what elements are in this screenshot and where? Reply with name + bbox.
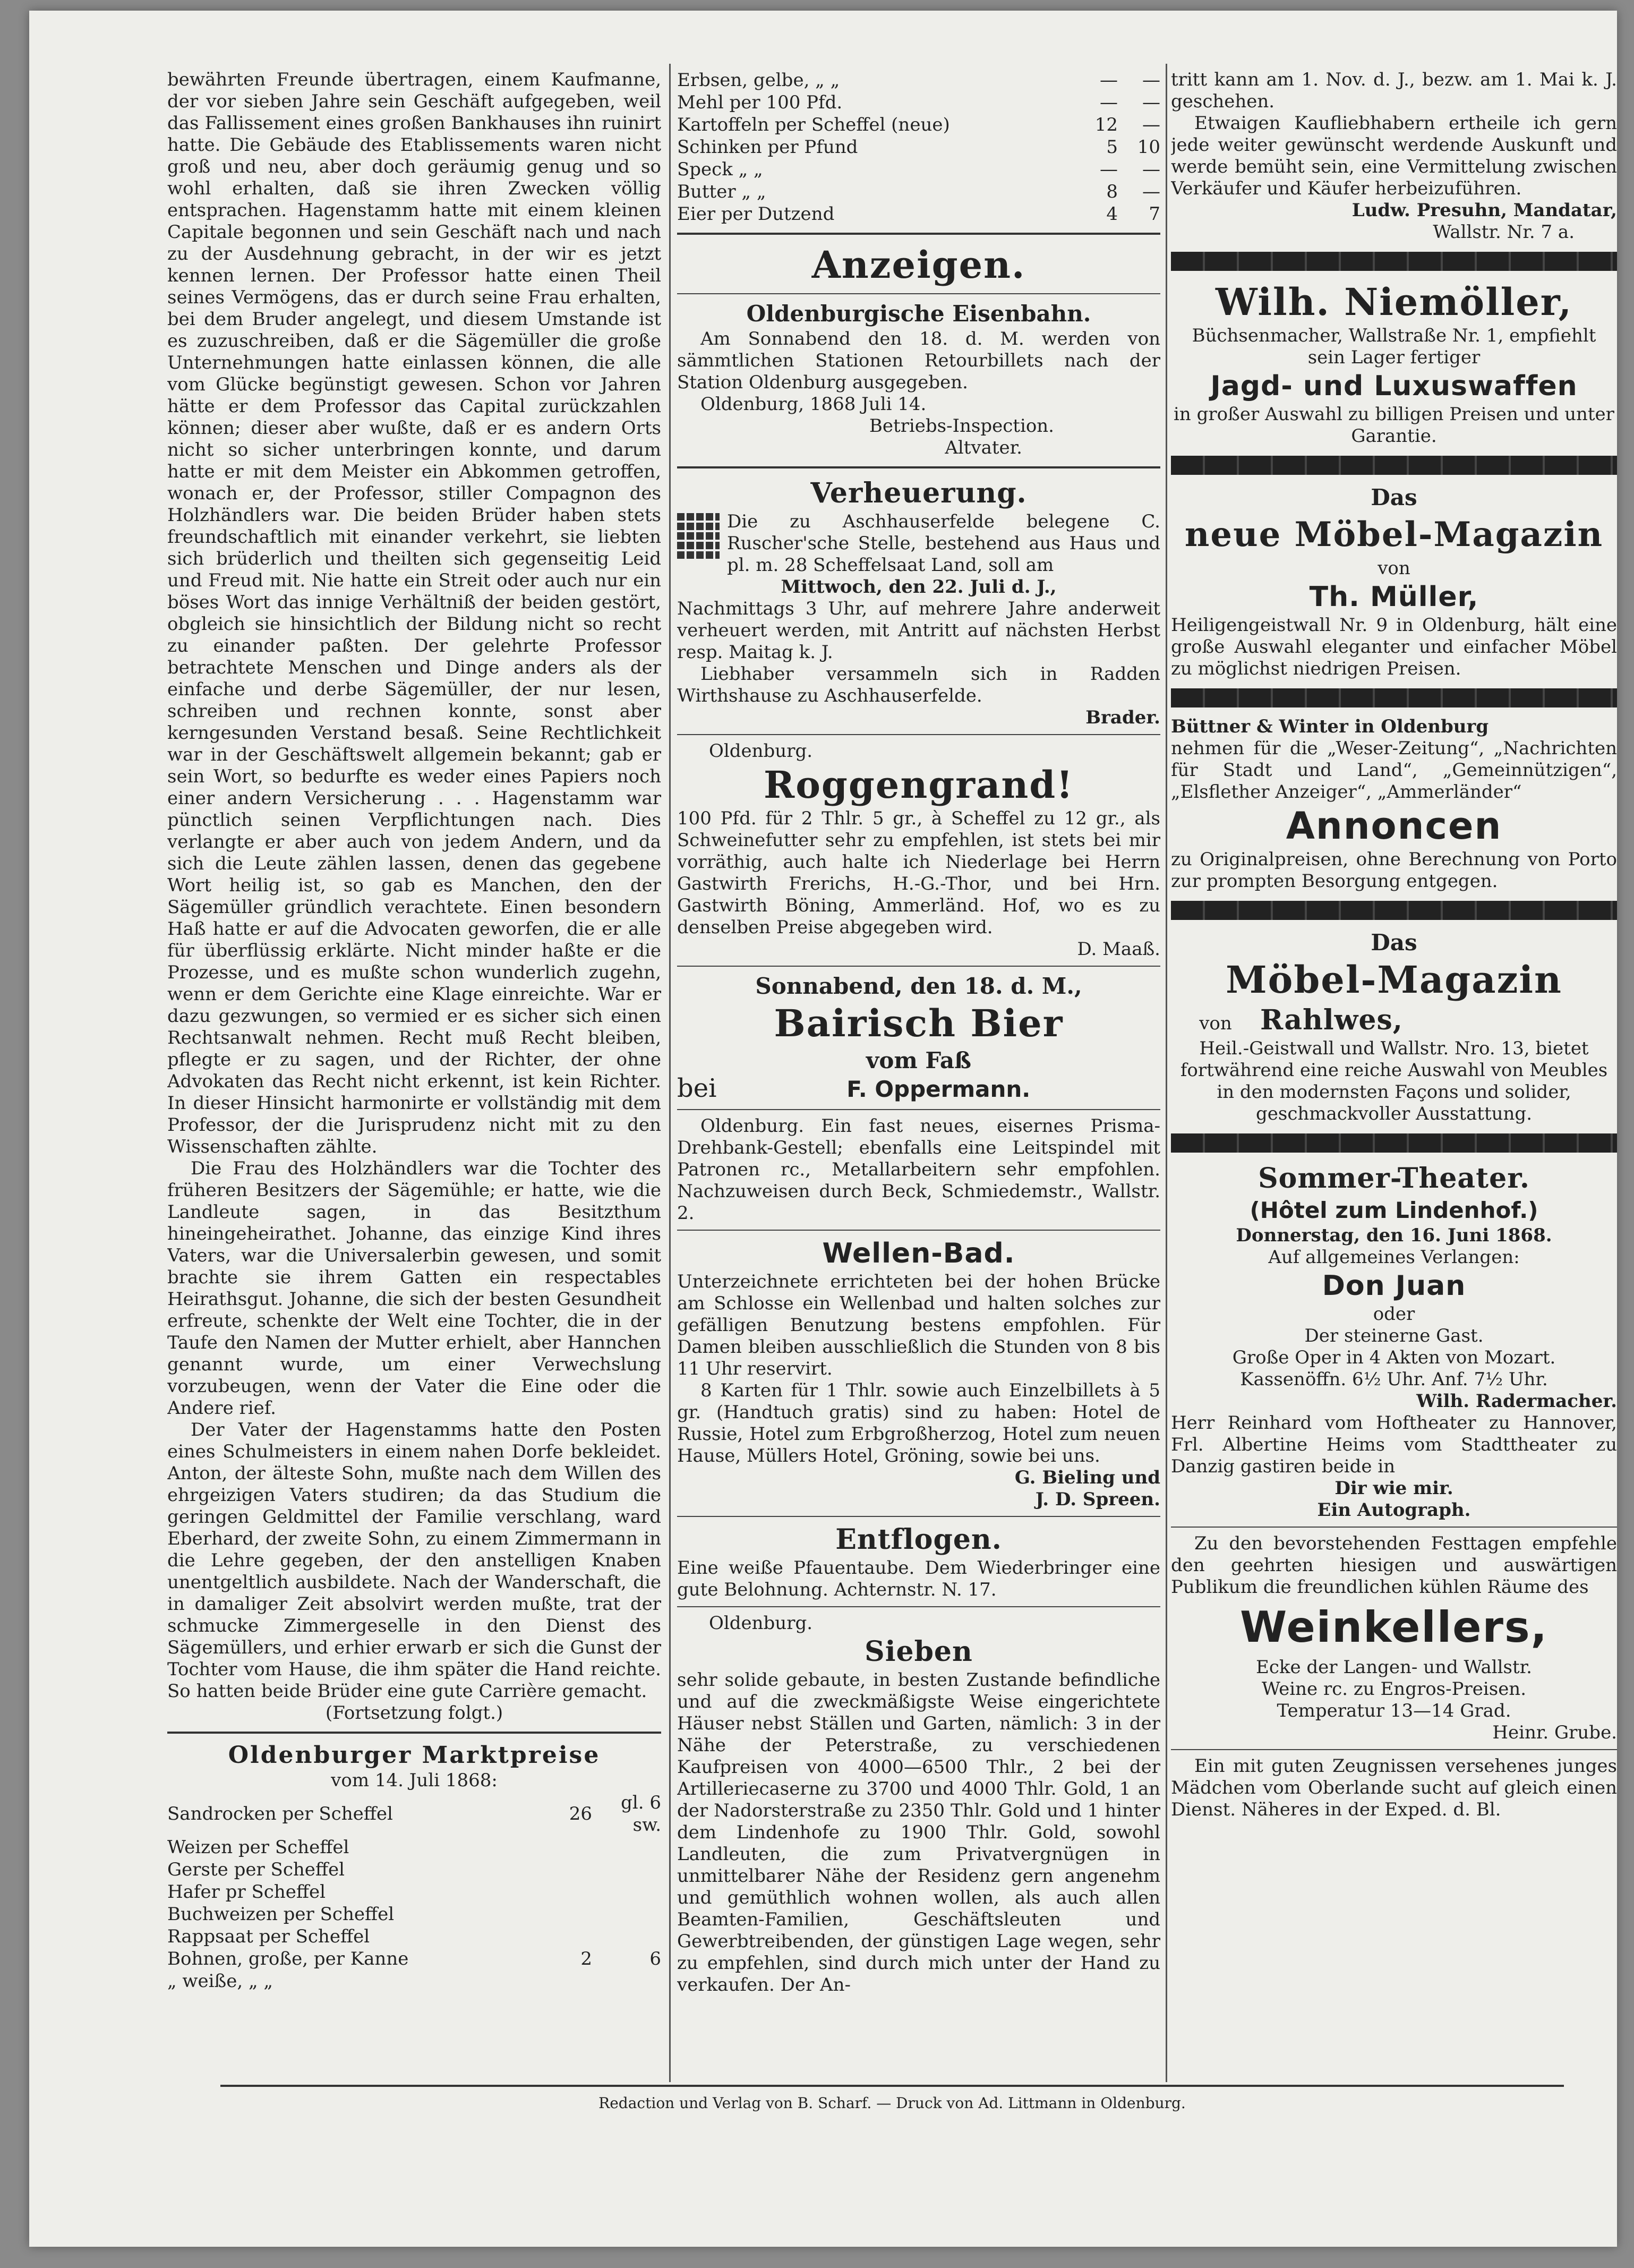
theater-request: Auf allgemeines Verlangen: (1268, 1247, 1520, 1268)
maedchen-text: Ein mit guten Zeugnissen versehenes junges Mädchen vom Oberlande sucht auf gleich einen Dienst. Näheres in der Exped. d. Bl. (1171, 1755, 1617, 1820)
presuhn-text: Etwaigen Kaufliebhabern ertheile ich gern jede weiter gewünscht werdende Auskunft und werde bemüht sein, eine Vermittelung zwischen Verkäufer und Käufer herbeizuführen. (1171, 113, 1617, 199)
divider (677, 734, 1160, 735)
table-row: Weizen per Scheffel (167, 1837, 349, 1858)
column-2 (677, 69, 1160, 1996)
wein-text: Weine rc. zu Engros-Preisen. (1261, 1678, 1527, 1700)
sieben-text: sehr solide gebaute, in besten Zustande befindliche und auf die zweckmäßigste Weise eingerichtete Häuser nebst Ställen und Garten, nämlich: 3 in der Nähe der Peterstraße, zu verschiedenen Kaufpreisen von 4000—6500 Thlr., 2 bei der Artilleriecaserne zu 3700 und 4000 Thlr. Gold, 1 an der Nadorsterstraße zu 2350 Thlr. Gold und 1 hinter dem Lindenhofe zu 1900 Thlr. Gold, sowohl Landleuten, die zum Privatvergnügen in unmittelbarer Nähe der Residenz gern angenehm und gemüthlich wohnen wollen, als auch allen Beamten-Familien, Geschäftsleuten und Gewerbtreibenden, der günstigen Lage wegen, sehr zu empfehlen, sind durch mich unter der Hand zu verkaufen. Der An- (677, 1669, 1160, 1996)
verheuerung-date: Mittwoch, den 22. Juli d. J., (781, 576, 1057, 598)
niemoeller-sub: Büchsenmacher, Wallstraße Nr. 1, empfiehlt sein Lager fertiger (1192, 325, 1596, 368)
wein-title: Weinkellers, (1240, 1602, 1548, 1652)
theater-sign: Wilh. Radermacher. (1416, 1391, 1617, 1412)
table-row: Mehl per 100 Pfd. — — (677, 92, 1160, 113)
bier-vendor (677, 1075, 1160, 1104)
bier-date: Sonnabend, den 18. d. M., (755, 973, 1082, 999)
wein-text: Temperatur 13—14 Grad. (1277, 1700, 1511, 1721)
theater-play: Don Juan (1322, 1270, 1466, 1302)
moebel1-name: Th. Müller, (1309, 581, 1479, 613)
ornament-bar (1171, 252, 1617, 271)
divider (677, 1606, 1160, 1607)
ornament-bar (1171, 1133, 1617, 1153)
column-rule (669, 64, 671, 2082)
divider (1171, 1527, 1617, 1528)
moebel1-von: von (1378, 558, 1410, 579)
bier-name: F. Oppermann. (846, 1076, 1031, 1102)
moebel2-text: Heil.-Geistwall und Wallstr. Nro. 13, bietet fortwährend eine reiche Auswahl von Meubles in den modernsten Façons und solider, geschmackvoller Ausstattung. (1180, 1038, 1608, 1124)
bier-title: Bairisch Bier (774, 1001, 1064, 1045)
column-3 (1171, 69, 1617, 1821)
wein-sign: Heinr. Grube. (1492, 1722, 1617, 1743)
moebel2-name: Rahlwes, (1260, 1004, 1403, 1036)
wellenbad-title: Wellen-Bad. (822, 1238, 1015, 1269)
table-row: Erbsen, gelbe, „ „ — — (677, 70, 1160, 91)
sieben-place: Oldenburg. (709, 1613, 813, 1634)
wein-text: Zu den bevorstehenden Festtagen empfehle den geehrten hiesigen und auswärtigen Publikum die freundlichen kühlen Räume des (1171, 1533, 1617, 1598)
bier-bei: bei (677, 1073, 717, 1103)
ornament-bar (1171, 901, 1617, 920)
story-paragraph: Der Vater der Hagenstamms hatte den Posten eines Schulmeisters in einem nahen Dorfe bekleidet. Anton, der älteste Sohn, mußte nach dem Willen des ehrgeizigen Vaters studiren; da das Studium die geringen Geldmittel der Familie verschlang, ward Eberhard, der zweite Sohn, zu einem Zimmermann in die Lehre gegeben, der den anstelligen Knaben unentgeltlich ausbildete. Nach der Wanderschaft, die in damaliger Zeit absolvirt werden mußte, trat der schmucke Zimmergeselle in den Dienst des Sägemüllers, und erhier erwarb er sich die Gunst der Tochter vom Hause, die ihm später die Hand reichte. So hatten beide Brüder eine gute Carrière gemacht. (167, 1419, 661, 1702)
entflogen-title: Entflogen. (835, 1523, 1002, 1556)
presuhn-sign: Ludw. Presuhn, Mandatar, (1351, 200, 1617, 221)
table-row: Kartoffeln per Scheffel (neue) 12 — (677, 114, 1160, 135)
column-1 (167, 69, 661, 1992)
table-row: Rappsaat per Scheffel (167, 1926, 370, 1947)
eisenbahn-date: Oldenburg, 1868 Juli 14. (700, 394, 927, 415)
theater-title: Sommer-Theater. (1258, 1162, 1530, 1195)
theater-play3: Ein Autograph. (1317, 1499, 1471, 1521)
presuhn-text: tritt kann am 1. Nov. d. J., bezw. am 1. Mai k. J. geschehen. (1171, 69, 1617, 112)
market-title: Oldenburger Marktpreise (228, 1742, 601, 1769)
table-row: Bohnen, große, per Kanne 2 6 (167, 1948, 661, 1969)
bier-sub: vom Faß (866, 1047, 972, 1073)
niemoeller-big: Jagd- und Luxuswaffen (1210, 370, 1578, 402)
divider (677, 966, 1160, 967)
sieben-title: Sieben (865, 1635, 973, 1668)
divider (677, 293, 1160, 294)
verheuerung-ad (677, 511, 1160, 729)
theater-text: Kassenöffn. 6½ Uhr. Anf. 7½ Uhr. (1240, 1369, 1548, 1390)
annoncen-text: nehmen für die „Weser-Zeitung“, „Nachrichten für Stadt und Land“, „Gemeinnützigen“, „Elsflether Anzeiger“, „Ammerländer“ (1171, 738, 1617, 803)
moebel2-das: Das (1371, 930, 1417, 956)
annoncen-text: zu Originalpreisen, ohne Berechnung von Porto zur prompten Besorgung entgegen. (1171, 849, 1617, 892)
eisenbahn-title: Oldenburgische Eisenbahn. (746, 301, 1091, 327)
drehbank-text: Oldenburg. Ein fast neues, eisernes Prisma-Drehbank-Gestell; ebenfalls eine Leitspindel mit Patronen rc., Metallarbeitern sehr empfohlen. Nachzuweisen durch Beck, Schmiedemstr., Wallstr. 2. (677, 1115, 1160, 1224)
divider (1171, 1749, 1617, 1750)
moebel1-das: Das (1371, 484, 1417, 510)
newspaper-page (29, 11, 1617, 2247)
theater-sub: Der steinerne Gast. (1304, 1325, 1484, 1346)
story-paragraph: Die Frau des Holzhändlers war die Tochter des früheren Besitzers der Sägemühle; er hatte, wie die Landleute sagen, in das Besitzthum hineingeheirathet. Johanne, das einzige Kind ihres Vaters, war die Universalerbin gewesen, und somit brachte sie ihrem Gatten ein respectables Heirathsgut. Johanne, die sich der besten Gesundheit erfreute, schenkte der Welt eine Tochter, die in der Taufe den Namen der Mutter erhielt, aber Hannchen genannt wurde, um einer Verwechslung vorzubeugen, wenn der Vater die Eine oder die Andere rief. (167, 1158, 661, 1419)
divider (677, 466, 1160, 468)
roggen-place: Oldenburg. (709, 740, 813, 762)
continued-note: (Fortsetzung folgt.) (325, 1702, 503, 1724)
divider (167, 1732, 661, 1734)
theater-date: Donnerstag, den 16. Juni 1868. (1236, 1225, 1552, 1246)
anzeigen-heading: Anzeigen. (811, 243, 1026, 287)
divider (677, 233, 1160, 235)
ornament-bar (1171, 456, 1617, 475)
wellenbad-sign: G. Bieling und (1014, 1467, 1160, 1488)
moebel1-text: Heiligengeistwall Nr. 9 in Oldenburg, hält eine große Auswahl eleganter und einfacher Möbel zu möglichst niedrigen Preisen. (1171, 615, 1617, 679)
wellenbad-text: 8 Karten für 1 Thlr. sowie auch Einzelbillets à 5 gr. (Handtuch gratis) sind zu haben: Hotel de Russie, Hotel zum Erbgroßherzog, Hotel zum neuen Hause, Müllers Hotel, Gröning, sowie bei uns. (677, 1380, 1160, 1466)
verheuerung-text: Nachmittags 3 Uhr, auf mehrere Jahre anderweit verheuert werden, mit Antritt auf nächsten Herbst resp. Maitag k. J. (677, 598, 1160, 663)
eisenbahn-text: Am Sonnabend den 18. d. M. werden von sämmtlichen Stationen Retourbillets nach der Station Oldenburg ausgegeben. (677, 328, 1160, 393)
verheuerung-sign: Brader. (1085, 707, 1160, 728)
market-table (167, 1792, 661, 1992)
theater-hotel: (Hôtel zum Lindenhof.) (1250, 1197, 1538, 1223)
story-paragraph: bewährten Freunde übertragen, einem Kaufmanne, der vor sieben Jahre sein Geschäft aufgegeben, weil das Fallissement eines großen Bankhauses ihn ruinirt hatte. Die Gebäude des Etablissements waren nicht groß und neu, aber doch geräumig genug und so wohl erhalten, daß sie ihren Zwecken völlig entsprachen. Hagenstamm hatte mit einem kleinen Capitale begonnen und sein Geschäft nach und nach zu der Ausdehnung gebracht, in der wir es jetzt kennen lernen. Der Professor hatte einen Theil seines Vermögens, das er durch seine Frau erhalten, bei dem Bruder angelegt, und diesem Umstande ist es zuzuschreiben, daß er die Sägemüller die große Unternehmungen hatte einlassen können, die alle vom Glücke begünstigt gewesen. Schon vor Jahren hätte er dem Professor das Capital zurückzahlen können; dieser aber wußte, daß er es andern Orts nicht so sicher unterbringen konnte, und darum hatte er mit dem Meister ein Abkommen getroffen, wonach er, der Professor, stiller Compagnon des Holzhändlers war. Die beiden Brüder haben stets freundschaftlich mit einander verkehrt, sie liebten sich brüderlich und theilten sich gegenseitig Leid und Freud mit. Nie hatte ein Streit oder auch nur ein böses Wort das innige Verhältniß der beiden gestört, obgleich sie hinsichtlich der Bildung nicht so recht zu einander paßten. Der gelehrte Professor betrachtete Menschen und Dinge anders als der einfache und derbe Sägemüller, der nur lesen, schreiben und rechnen konnte, sonst aber kerngesunden Verstand besaß. Seine Rechtlichkeit war in der Geschäftswelt allgemein bekannt; gab er sein Wort, so bedurfte es weder eines Papiers noch einer andern Versicherung . . . Hagenstamm war pünctlich seinen Verpflichtungen nach. Dies verlangte er aber auch von jedem Andern, und da sich die Leute zählen lassen, denen das gegebene Wort heilig ist, so gab es Manchen, den der Sägemüller gründlich verachtete. Einen besondern Haß hatte er auf die Advocaten geworfen, die er alle für überflüssig erklärte. Nicht minder haßte er die Prozesse, und es mußte schon wunderlich zugehn, wenn er dem Gerichte eine Klage einreichte. War er dazu gezwungen, so vermied er es sicher sich einen Rechtsanwalt nehmen. Recht muß Recht bleiben, pflegte er zu sagen, und der Richter, der ohne Advokaten das Recht nicht erkennt, ist kein Richter. In dieser Hinsicht harmonirte er vollständig mit dem Professor, der die Jurisprudenz nicht mit zu den Wissenschaften zählte. (167, 69, 661, 1157)
column-rule (1166, 64, 1167, 2082)
divider (677, 1230, 1160, 1231)
table-row: Speck „ „ — — (677, 159, 1160, 180)
table-row: Butter „ „ 8 — (677, 181, 1160, 202)
verheuerung-text: Liebhaber versammeln sich in Radden Wirthshause zu Aschhauserfelde. (677, 663, 1160, 706)
market-date: vom 14. Juli 1868: (331, 1770, 498, 1791)
market-table-continued (677, 69, 1160, 225)
table-row: Hafer pr Scheffel (167, 1881, 326, 1903)
niemoeller-title: Wilh. Niemöller, (1216, 280, 1572, 324)
verheuerung-title: Verheuerung. (810, 477, 1027, 509)
theater-oder: oder (1373, 1303, 1415, 1325)
table-row: Buchweizen per Scheffel (167, 1904, 395, 1925)
presuhn-addr: Wallstr. Nr. 7 a. (1433, 221, 1575, 243)
theater-play2: Dir wie mir. (1334, 1478, 1453, 1499)
eisenbahn-sign: Betriebs-Inspection. (869, 415, 1054, 437)
annoncen-title: Annoncen (1286, 804, 1502, 848)
imprint-footer: Redaction und Verlag von B. Scharf. — Druck von Ad. Littmann in Oldenburg. (220, 2085, 1564, 2112)
wellenbad-text: Unterzeichnete errichteten bei der hohen Brücke am Schlosse ein Wellenbad und halten solches zur gefälligen Benutzung bestens empfohlen. Für Damen bleiben ausschließlich die Stunden von 8 bis 11 Uhr reservirt. (677, 1271, 1160, 1379)
table-row: Eier per Dutzend 4 7 (677, 203, 1160, 225)
table-row: „ weiße, „ „ (167, 1971, 273, 1992)
moebel1-title: neue Möbel-Magazin (1184, 515, 1604, 555)
eisenbahn-sign: Altvater. (945, 437, 1022, 458)
theater-text: Große Oper in 4 Akten von Mozart. (1232, 1347, 1556, 1368)
entflogen-text: Eine weiße Pfauentaube. Dem Wiederbringer eine gute Belohnung. Achternstr. N. 17. (677, 1557, 1160, 1600)
wellenbad-sign: J. D. Spreen. (1035, 1489, 1160, 1510)
roggen-text: 100 Pfd. für 2 Thlr. 5 gr., à Scheffel zu 12 gr., als Schweinefutter sehr zu empfehlen, ist stets bei mir vorräthig, auch halte ich Niederlage bei Herrn Gastwirth Frerichs, H.-G.-Thor, und bei Hrn. Gastwirth Böning, Ammerländ. Hof, wo es zu denselben Preise abgegeben wird. (677, 808, 1160, 938)
annoncen-head: Büttner & Winter in Oldenburg (1171, 716, 1489, 737)
wein-addr: Ecke der Langen- und Wallstr. (1256, 1657, 1532, 1678)
table-row: Sandrocken per Scheffel 26 gl. 6 sw. (167, 1792, 661, 1836)
house-icon (677, 511, 720, 559)
ornament-bar (1171, 688, 1617, 707)
theater-text: Herr Reinhard vom Hoftheater zu Hannover, Frl. Albertine Heims vom Stadttheater zu Danzig gastiren beide in (1171, 1412, 1617, 1477)
moebel2-von: von (1199, 1013, 1232, 1034)
table-row: Gerste per Scheffel (167, 1859, 345, 1880)
roggen-title: Roggengrand! (764, 763, 1074, 807)
divider (677, 1109, 1160, 1110)
table-row: Schinken per Pfund 5 10 (677, 137, 1160, 158)
verheuerung-text: Die zu Aschhauserfelde belegene C. Ruscher'sche Stelle, bestehend aus Haus und pl. m. 28 Scheffelsaat Land, soll am (727, 511, 1160, 576)
moebel2-title: Möbel-Magazin (1226, 958, 1562, 1002)
divider (677, 1516, 1160, 1517)
niemoeller-text: in großer Auswahl zu billigen Preisen und unter Garantie. (1174, 404, 1614, 447)
roggen-sign: D. Maaß. (1077, 939, 1160, 960)
